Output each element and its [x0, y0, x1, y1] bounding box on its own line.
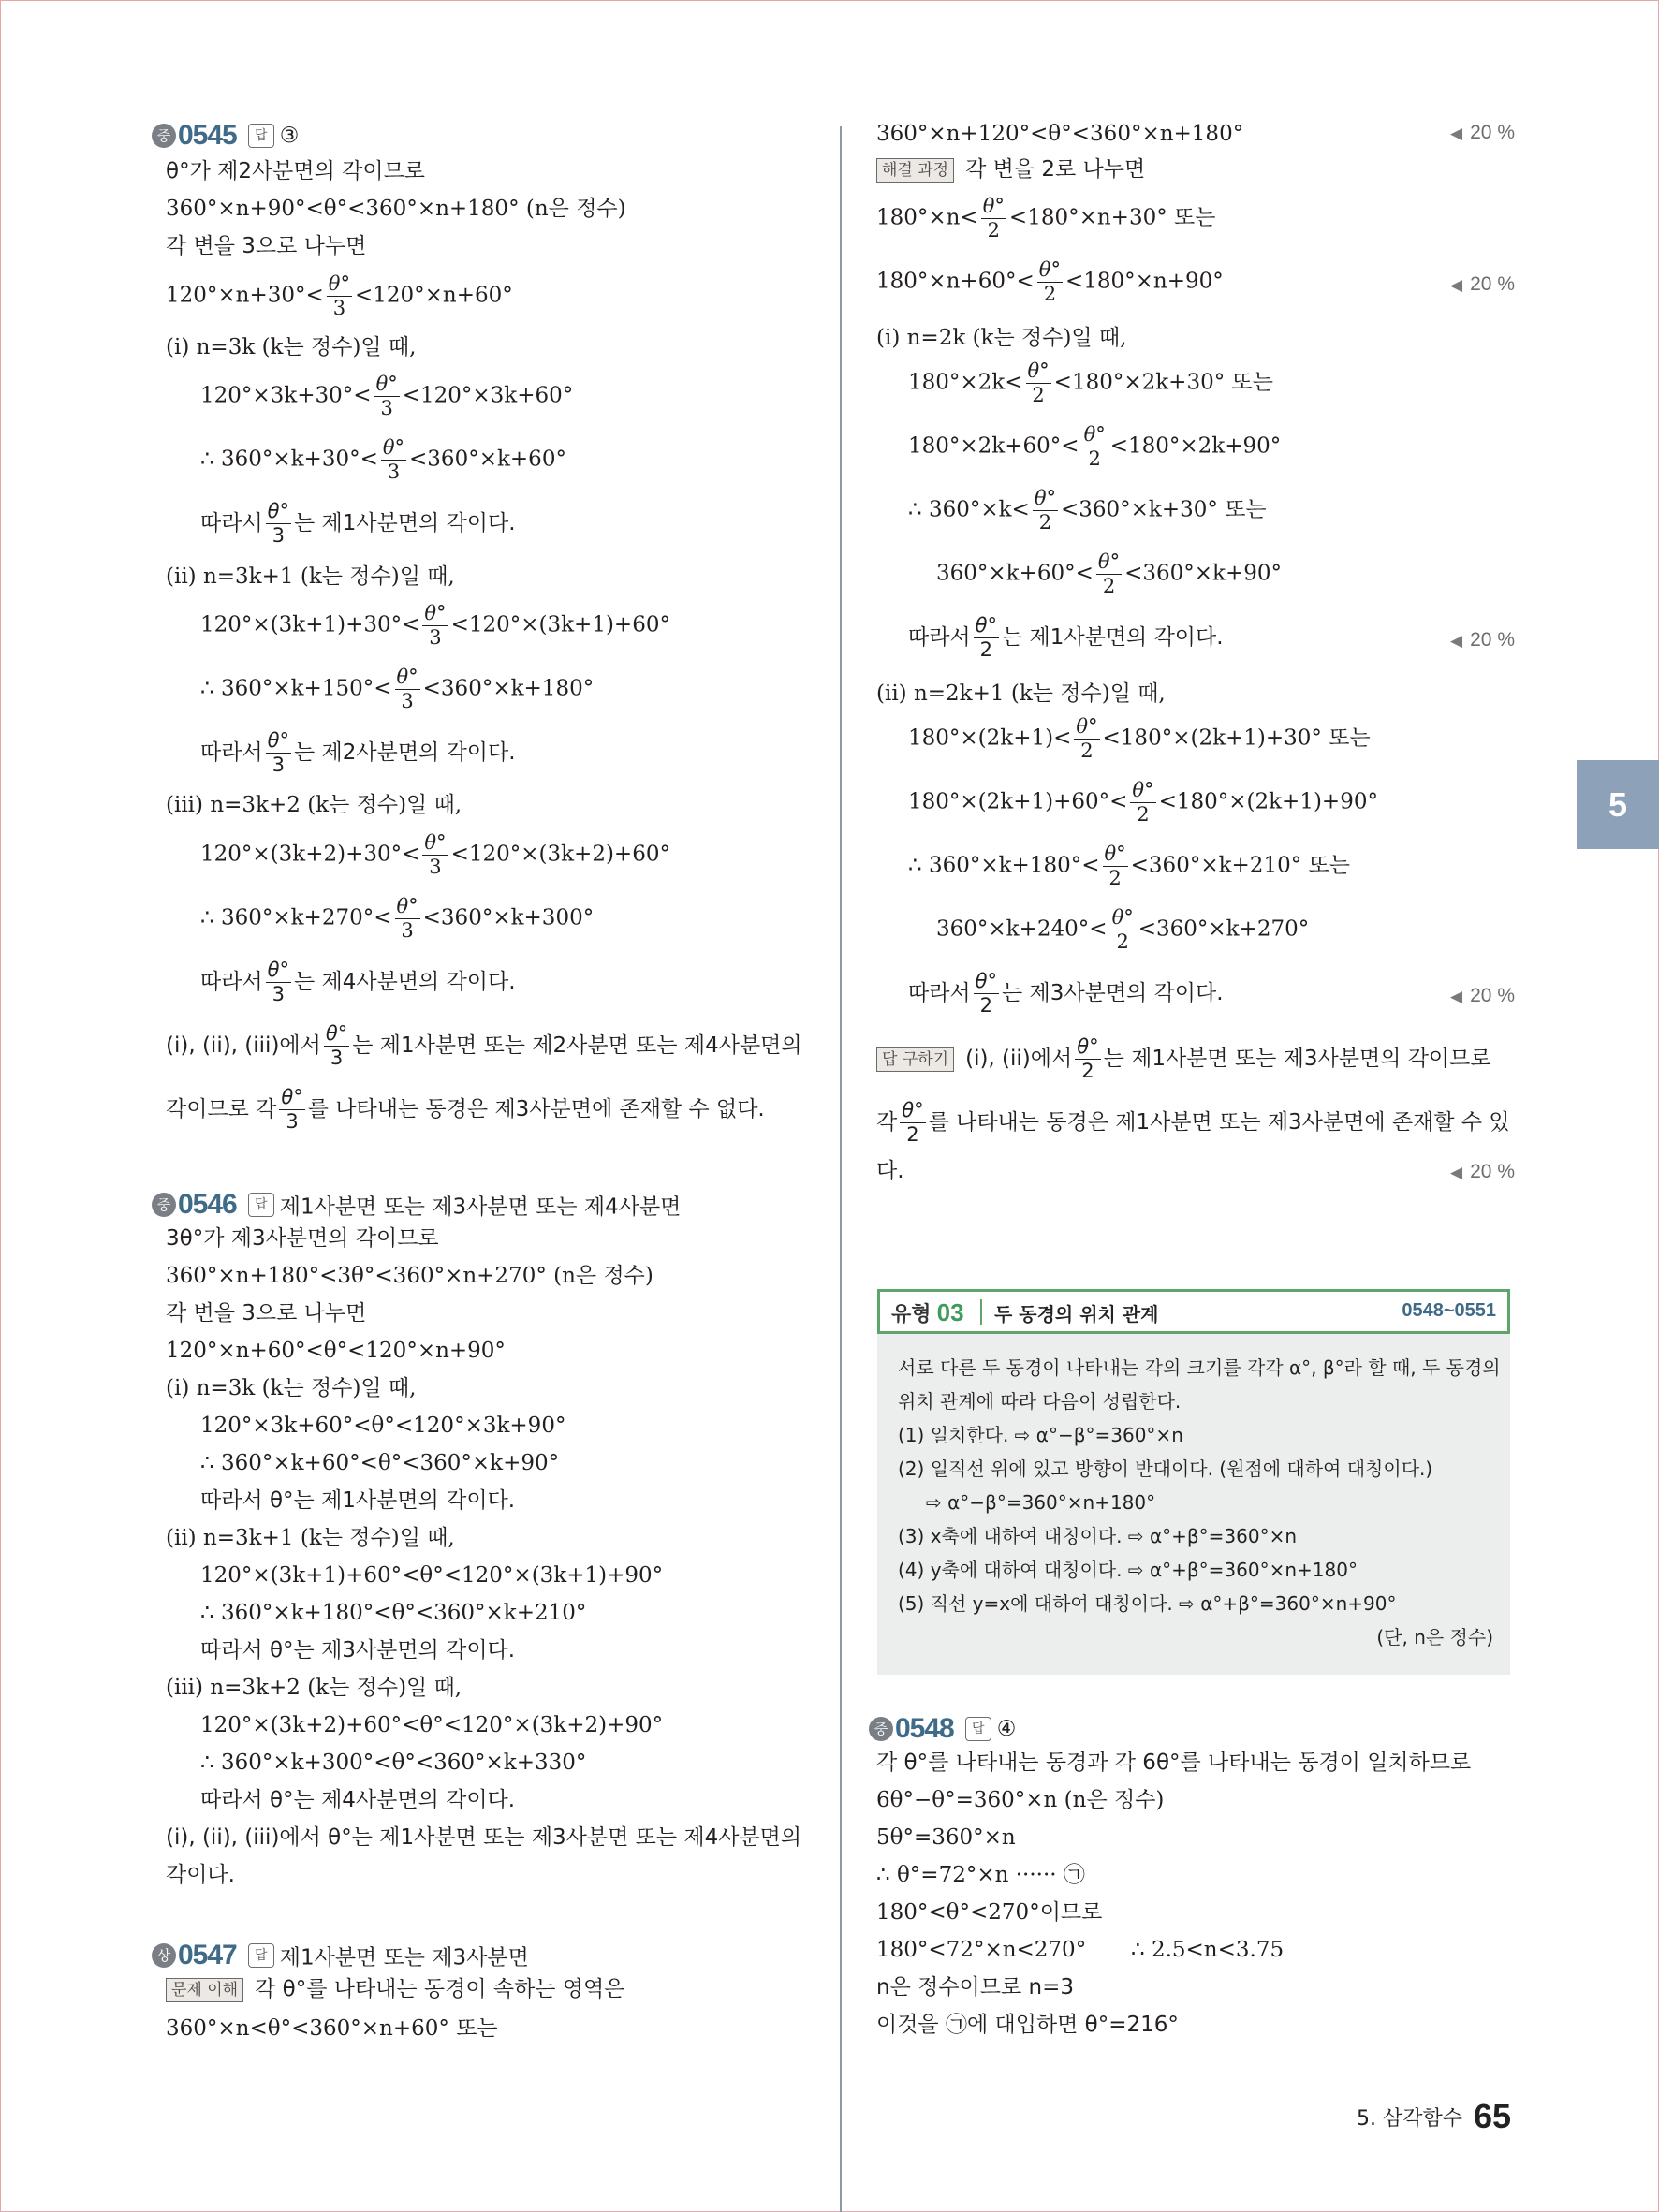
chapter-title: 5. 삼각함수: [1356, 2106, 1462, 2131]
text-line: 각 θ°를 나타내는 동경과 각 6θ°를 나타내는 동경이 일치하므로: [876, 1751, 1472, 1775]
fraction: $\frac{\theta^\circ}{2}$: [1111, 906, 1134, 953]
math-fraction-line: 180°×(2k+1)< $\frac{\theta^\circ}{2}$ <180°×(2k+1)+30° 또는: [908, 715, 1371, 762]
score-percent: ◀ 20 %: [1450, 629, 1515, 651]
page-number: 65: [1473, 2097, 1511, 2135]
fraction: $\frac{\theta^\circ}{3}$: [382, 436, 405, 483]
left-triangle-icon: ◀: [1450, 988, 1463, 1005]
math-fraction-line: ∴ 360°×k+150°< $\frac{\theta^\circ}{3}$ <360°×k+180°: [200, 666, 595, 712]
math-line: 5θ°=360°×n: [876, 1825, 1016, 1850]
chapter-side-tab: 5: [1577, 760, 1659, 849]
case-line: (iii) n=3k+2 (k는 정수)일 때,: [166, 793, 462, 817]
case-line: (i) n=3k (k는 정수)일 때,: [166, 1376, 417, 1400]
question-number: 0545: [178, 120, 237, 151]
fraction: $\frac{\theta^\circ}{3}$: [396, 895, 418, 942]
fraction: $\frac{\theta^\circ}{2}$: [1038, 258, 1061, 305]
math-fraction-line: ∴ 360°×k+270°< $\frac{\theta^\circ}{3}$ <360°×k+300°: [200, 895, 595, 942]
fraction: $\frac{\theta^\circ}{3}$: [267, 500, 290, 547]
summary-line: (1) 일치한다. ⇨ α°−β°=360°×n: [898, 1424, 1183, 1446]
fraction: $\frac{\theta^\circ}{2}$: [975, 970, 998, 1017]
math-line: ∴ 360°×k+300°<θ°<360°×k+330°: [200, 1751, 587, 1775]
left-triangle-icon: ◀: [1450, 632, 1463, 650]
fraction: $\frac{\theta^\circ}{3}$: [325, 1022, 348, 1069]
case-line: (ii) n=3k+1 (k는 정수)일 때,: [166, 564, 455, 589]
math-line: 120°×n+60°<θ°<120°×n+90°: [166, 1339, 506, 1363]
score-percent: ◀ 20 %: [1450, 273, 1515, 295]
math-line: ∴ 360°×k+180°<θ°<360°×k+210°: [200, 1601, 587, 1625]
question-0546-header: [152, 1189, 681, 1221]
type-range: 0548~0551: [1402, 1300, 1496, 1321]
conclusion-line: 각 $\frac{\theta^\circ}{2}$ 를 나타내는 동경은 제1사분면 또는 제3사분면에 존재할 수 있: [876, 1099, 1510, 1146]
answer-label-icon: 답: [248, 1193, 274, 1217]
math-line: 120°×(3k+1)+60°<θ°<120°×(3k+1)+90°: [200, 1563, 664, 1588]
math-fraction-line: 180°×2k+60°< $\frac{\theta^\circ}{2}$ <180°×2k+90°: [908, 423, 1282, 470]
math-line: 120°×(3k+2)+60°<θ°<120°×(3k+2)+90°: [200, 1713, 664, 1737]
fraction: $\frac{\theta^\circ}{2}$: [902, 1099, 924, 1146]
conclusion-line: 다.: [876, 1159, 904, 1183]
summary-line: ⇨ α°−β°=360°×n+180°: [926, 1491, 1156, 1514]
left-triangle-icon: ◀: [1450, 276, 1463, 294]
score-percent: ◀ 20 %: [1450, 985, 1515, 1006]
type-label: 유형 03: [891, 1298, 964, 1326]
fraction: $\frac{\theta^\circ}{2}$: [1077, 1035, 1099, 1082]
math-line: ∴ θ°=72°×n ······ ㉠: [876, 1863, 1085, 1887]
difficulty-badge: 중: [152, 124, 176, 148]
math-fraction-line: 360°×k+240°< $\frac{\theta^\circ}{2}$ <360°×k+270°: [936, 906, 1310, 953]
math-line: 120°×3k+60°<θ°<120°×3k+90°: [200, 1414, 566, 1438]
summary-line: (3) x축에 대하여 대칭이다. ⇨ α°+β°=360°×n: [898, 1525, 1298, 1547]
left-triangle-icon: ◀: [1450, 1164, 1463, 1181]
fraction: $\frac{\theta^\circ}{2}$: [1104, 842, 1126, 889]
math-line: 6θ°−θ°=360°×n (n은 정수): [876, 1788, 1165, 1812]
question-number: 0547: [178, 1940, 237, 1970]
fraction: $\frac{\theta^\circ}{2}$: [1097, 550, 1121, 597]
answer-value: 제1사분면 또는 제3사분면: [279, 1945, 529, 1970]
conclusion-line: 각이다.: [166, 1863, 235, 1887]
therefore-line: 따라서 θ°는 제4사분면의 각이다.: [200, 1788, 516, 1812]
fraction: $\frac{\theta^\circ}{3}$: [267, 729, 290, 776]
page-footer: [1357, 2097, 1511, 2136]
answer-value: 제1사분면 또는 제3사분면 또는 제4사분면: [279, 1194, 682, 1220]
question-0545-header: [152, 120, 299, 152]
fraction: $\frac{\theta^\circ}{2}$: [975, 614, 998, 661]
math-line: 180°<72°×n<270°: [876, 1938, 1087, 1962]
understand-line: 문제 이해 각 θ°를 나타내는 동경이 속하는 영역은: [166, 1975, 625, 2003]
conclusion-line: (i), (ii), (iii)에서 θ°는 제1사분면 또는 제3사분면 또는 제4사분면의: [166, 1825, 802, 1850]
fraction: $\frac{\theta^\circ}{2}$: [1034, 487, 1056, 534]
summary-line: 서로 다른 두 동경이 나타내는 각의 크기를 각각 α°, β°라 할 때, 두 동경의: [898, 1356, 1501, 1379]
difficulty-badge: 중: [869, 1717, 893, 1741]
type-03-summary-box: [877, 1289, 1510, 1675]
answer-value: ④: [996, 1717, 1017, 1741]
text-line: n은 정수이므로 n=3: [876, 1975, 1074, 2000]
math-line: 360°×n<θ°<360°×n+60° 또는: [166, 2016, 498, 2041]
case-line: (i) n=3k (k는 정수)일 때,: [166, 335, 417, 359]
math-fraction-line: ∴ 360°×k< $\frac{\theta^\circ}{2}$ <360°×k+30° 또는: [908, 487, 1267, 534]
text-line: 3θ°가 제3사분면의 각이므로: [166, 1226, 439, 1251]
math-line: 360°×n+180°<3θ°<360°×n+270° (n은 정수): [166, 1264, 653, 1288]
question-number: 0548: [895, 1713, 954, 1744]
conclusion-line: 각이므로 각 $\frac{\theta^\circ}{3}$ 를 나타내는 동경은 제3사분면에 존재할 수 없다.: [166, 1086, 765, 1133]
fraction: $\frac{\theta^\circ}{2}$: [1083, 423, 1106, 470]
type-03-header: [877, 1289, 1510, 1334]
math-line: ∴ 360°×k+60°<θ°<360°×k+90°: [200, 1451, 560, 1475]
text-line: 각 변을 3으로 나누면: [166, 234, 367, 258]
question-0547-header: [152, 1940, 529, 1971]
conclusion-line: (i), (ii), (iii)에서 $\frac{\theta^\circ}{3}$ 는 제1사분면 또는 제2사분면 또는 제4사분면의: [166, 1022, 802, 1069]
math-line: ∴ 2.5<n<3.75: [1131, 1938, 1285, 1962]
process-line: 해결 과정 각 변을 2로 나누면: [876, 155, 1145, 183]
summary-line: 위치 관계에 따라 다음이 성립한다.: [898, 1390, 1182, 1413]
therefore-line: 따라서 $\frac{\theta^\circ}{3}$ 는 제1사분면의 각이다.: [200, 500, 516, 547]
column-divider: [840, 126, 842, 2212]
fraction: $\frac{\theta^\circ}{2}$: [1132, 779, 1154, 826]
score-percent: ◀ 20 %: [1450, 1161, 1515, 1182]
therefore-line: 따라서 θ°는 제3사분면의 각이다.: [200, 1638, 516, 1663]
math-line: 360°×n+90°<θ°<360°×n+180° (n은 정수): [166, 197, 626, 221]
fraction: $\frac{\theta^\circ}{3}$: [267, 959, 290, 1005]
problem-understanding-tag: 문제 이해: [166, 1978, 243, 2002]
math-fraction-line: 180°×n< $\frac{\theta^\circ}{2}$ <180°×n+30° 또는: [876, 195, 1216, 242]
summary-line: (2) 일직선 위에 있고 방향이 반대이다. (원점에 대하여 대칭이다.): [898, 1458, 1433, 1480]
math-fraction-line: 120°×(3k+1)+30°< $\frac{\theta^\circ}{3}$ <120°×(3k+1)+60°: [200, 602, 670, 649]
summary-line: (5) 직선 y=x에 대하여 대칭이다. ⇨ α°+β°=360°×n+90°: [898, 1592, 1397, 1615]
math-fraction-line: ∴ 360°×k+180°< $\frac{\theta^\circ}{2}$ <360°×k+210° 또는: [908, 842, 1350, 889]
therefore-line: 따라서 $\frac{\theta^\circ}{2}$ 는 제1사분면의 각이다.: [908, 614, 1224, 661]
answer-label-icon: 답: [965, 1717, 991, 1741]
fraction: $\frac{\theta^\circ}{2}$: [982, 195, 1005, 242]
math-fraction-line: ∴ 360°×k+30°< $\frac{\theta^\circ}{3}$ <360°×k+60°: [200, 436, 566, 483]
type-title: 두 동경의 위치 관계: [994, 1303, 1159, 1326]
solution-process-tag: 해결 과정: [876, 158, 954, 183]
answer-label-icon: 답: [248, 124, 274, 148]
difficulty-badge: 상: [152, 1943, 176, 1968]
text-line: 각 변을 3으로 나누면: [166, 1301, 367, 1326]
answer-finding-tag: 답 구하기: [876, 1047, 954, 1072]
text-line: θ°가 제2사분면의 각이므로: [166, 159, 426, 183]
math-fraction-line: 180°×2k< $\frac{\theta^\circ}{2}$ <180°×2k+30° 또는: [908, 359, 1273, 406]
fraction: $\frac{\theta^\circ}{2}$: [1076, 715, 1098, 762]
case-line: (ii) n=2k+1 (k는 정수)일 때,: [876, 681, 1166, 706]
math-line: 180°<θ°<270°이므로: [876, 1900, 1103, 1925]
text-line: 이것을 ㉠에 대입하면 θ°=216°: [876, 2013, 1179, 2037]
math-line: 360°×n+120°<θ°<360°×n+180°: [876, 122, 1244, 146]
fraction: $\frac{\theta^\circ}{3}$: [424, 602, 447, 649]
case-line: (iii) n=3k+2 (k는 정수)일 때,: [166, 1676, 462, 1700]
fraction: $\frac{\theta^\circ}{3}$: [281, 1086, 303, 1133]
answer-value: ③: [279, 124, 300, 148]
case-line: (i) n=2k (k는 정수)일 때,: [876, 326, 1127, 350]
left-triangle-icon: ◀: [1450, 125, 1463, 142]
answer-label-icon: 답: [248, 1943, 274, 1968]
question-number: 0546: [178, 1189, 237, 1220]
difficulty-badge: 중: [152, 1193, 176, 1217]
fraction: $\frac{\theta^\circ}{3}$: [328, 272, 350, 319]
math-fraction-line: 120°×n+30°< $\frac{\theta^\circ}{3}$ <120°×n+60°: [166, 272, 513, 319]
math-fraction-line: 120°×(3k+2)+30°< $\frac{\theta^\circ}{3}$ <120°×(3k+2)+60°: [200, 831, 670, 878]
summary-note: (단, n은 정수): [1376, 1626, 1493, 1648]
header-separator: [980, 1299, 982, 1325]
math-fraction-line: 120°×3k+30°< $\frac{\theta^\circ}{3}$ <120°×3k+60°: [200, 373, 574, 419]
therefore-line: 따라서 $\frac{\theta^\circ}{2}$ 는 제3사분면의 각이다.: [908, 970, 1224, 1017]
fraction: $\frac{\theta^\circ}{3}$: [375, 373, 398, 419]
conclusion-line: 답 구하기 (i), (ii)에서 $\frac{\theta^\circ}{2}$ 는 제1사분면 또는 제3사분면의 각이므로: [876, 1037, 1491, 1081]
math-fraction-line: 180°×n+60°< $\frac{\theta^\circ}{2}$ <180°×n+90°: [876, 258, 1224, 305]
therefore-line: 따라서 $\frac{\theta^\circ}{3}$ 는 제2사분면의 각이다.: [200, 729, 516, 776]
question-0548-header: [869, 1713, 1016, 1745]
summary-line: (4) y축에 대하여 대칭이다. ⇨ α°+β°=360°×n+180°: [898, 1559, 1358, 1581]
fraction: $\frac{\theta^\circ}{3}$: [424, 831, 447, 878]
fraction: $\frac{\theta^\circ}{3}$: [396, 666, 418, 712]
fraction: $\frac{\theta^\circ}{2}$: [1027, 359, 1050, 406]
math-fraction-line: 180°×(2k+1)+60°< $\frac{\theta^\circ}{2}$ <180°×(2k+1)+90°: [908, 779, 1378, 826]
therefore-line: 따라서 θ°는 제1사분면의 각이다.: [200, 1488, 516, 1513]
case-line: (ii) n=3k+1 (k는 정수)일 때,: [166, 1526, 455, 1550]
score-percent: ◀ 20 %: [1450, 122, 1515, 143]
therefore-line: 따라서 $\frac{\theta^\circ}{3}$ 는 제4사분면의 각이다.: [200, 959, 516, 1005]
math-fraction-line: 360°×k+60°< $\frac{\theta^\circ}{2}$ <360°×k+90°: [936, 550, 1282, 597]
